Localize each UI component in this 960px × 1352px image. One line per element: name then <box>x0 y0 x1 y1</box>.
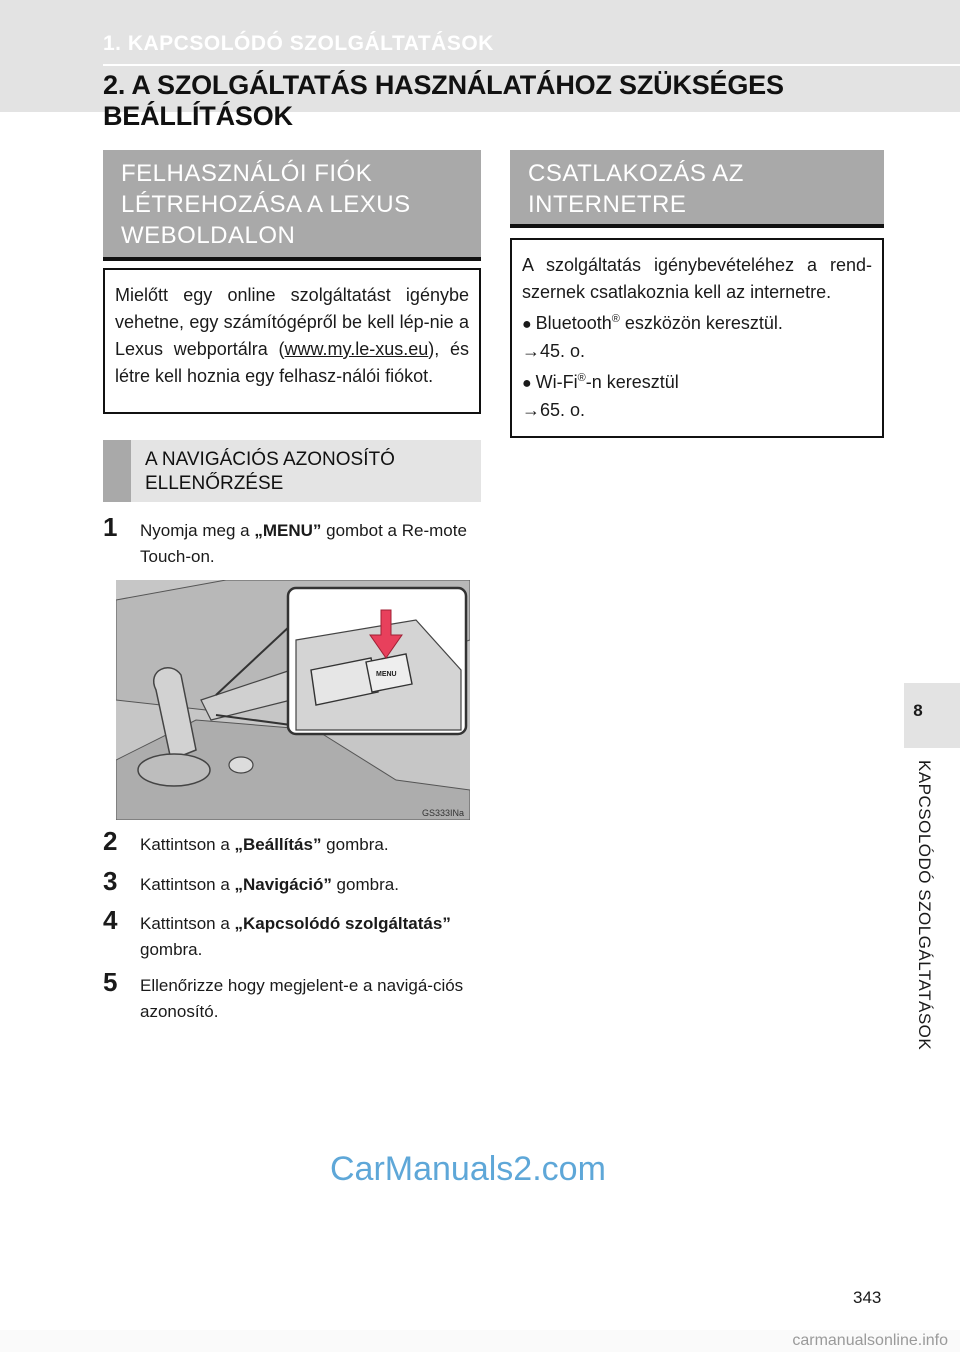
console-drawing <box>116 580 470 820</box>
wifi-page-reference[interactable]: →65. o. <box>522 400 586 420</box>
step-5 <box>103 967 488 1025</box>
navigation-button-label: „Navigáció” <box>234 875 332 894</box>
account-section-heading-text: FELHASZNÁLÓI FIÓK LÉTREHOZÁSA A LEXUS WEBOLDALON <box>121 160 411 249</box>
registered-mark: ® <box>611 313 620 325</box>
header-rule <box>103 64 960 66</box>
account-info-text <box>115 282 469 390</box>
step-number: 3 <box>103 866 118 896</box>
menu-button-label: „MENU” <box>254 521 322 540</box>
chapter-tab <box>904 683 960 748</box>
internet-intro-text: A szolgáltatás igénybevételéhez a rend-szernek csatlakoznia kell az internetre. <box>522 255 872 302</box>
settings-button-label: „Beállítás” <box>234 835 322 854</box>
step-text: Kattintson a „Navigáció” gombra. <box>140 875 399 894</box>
step-number: 2 <box>103 826 118 856</box>
chapter-side-title: KAPCSOLÓDÓ SZOLGÁLTATÁSOK <box>915 760 934 1051</box>
registered-mark: ® <box>577 372 586 384</box>
step-number: 4 <box>103 905 118 935</box>
step-3 <box>103 866 488 898</box>
account-text-before: Mielőtt egy online szolgáltatást igénybe vehetne, egy számítógépről be kell lép-nie a Lexus webportálra ( <box>115 285 469 359</box>
account-info-box <box>103 268 481 414</box>
nav-id-section-heading-text: A NAVIGÁCIÓS AZONOSÍTÓ ELLENŐRZÉSE <box>145 449 395 494</box>
internet-info-box <box>510 238 884 438</box>
heading-tab-marker <box>103 440 131 502</box>
bluetooth-option: ● Bluetooth® eszközön keresztül. <box>522 313 783 333</box>
lexus-portal-link[interactable]: www.my.le-xus.eu <box>284 339 429 359</box>
nav-id-section-heading <box>103 440 481 502</box>
step-text: Kattintson a „Beállítás” gombra. <box>140 835 389 854</box>
page-title: 2. A SZOLGÁLTATÁS HASZNÁLATÁHOZ SZÜKSÉGES BEÁLLÍTÁSOK <box>103 70 784 131</box>
bluetooth-page-reference[interactable]: →45. o. <box>522 341 586 361</box>
step-number: 5 <box>103 967 118 997</box>
menu-button-illustration <box>116 580 470 820</box>
wifi-option: ● Wi-Fi®-n keresztül <box>522 372 679 392</box>
chapter-number: 8 <box>913 701 923 720</box>
watermark: CarManuals2.com <box>330 1150 606 1188</box>
svg-text:MENU: MENU <box>376 671 397 678</box>
footer-site-mark: carmanualsonline.info <box>792 1332 948 1349</box>
account-section-heading <box>103 150 481 261</box>
page-number: 343 <box>853 1288 882 1307</box>
step-text: Kattintson a „Kapcsolódó szolgáltatás” gombra. <box>140 914 451 959</box>
account-text-after: ), és létre kell hoznia egy felhasz-nálói fiókot. <box>115 339 469 386</box>
step-number: 1 <box>103 512 118 542</box>
step-1 <box>103 512 488 570</box>
connected-services-button-label: „Kapcsolódó szolgáltatás” <box>234 914 451 933</box>
bullet-icon: ● <box>522 316 532 333</box>
step-4 <box>103 905 488 963</box>
step-text: Nyomja meg a „MENU” gombot a Re-mote Touch-on. <box>140 521 467 566</box>
step-text: Ellenőrizze hogy megjelent-e a navigá-ciós azonosító. <box>140 976 464 1021</box>
internet-section-heading <box>510 150 884 228</box>
footer-strip <box>0 1330 960 1352</box>
internet-section-heading-text: CSATLAKOZÁS AZ INTERNETRE <box>528 160 744 218</box>
bullet-icon: ● <box>522 375 532 392</box>
figure-caption: GS333INa <box>421 808 464 818</box>
chapter-heading: 1. KAPCSOLÓDÓ SZOLGÁLTATÁSOK <box>103 32 494 55</box>
step-2 <box>103 826 488 858</box>
